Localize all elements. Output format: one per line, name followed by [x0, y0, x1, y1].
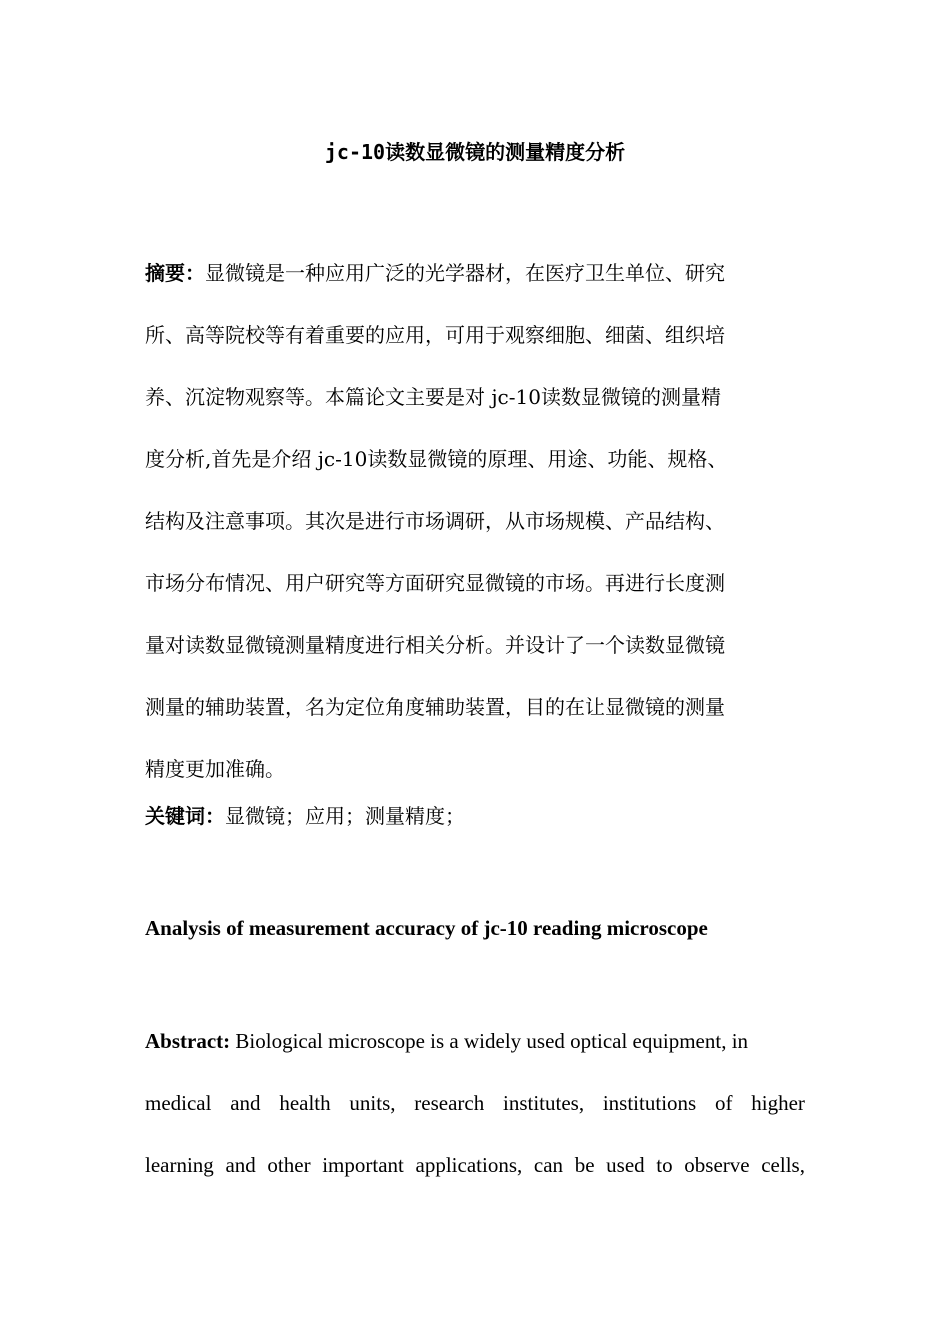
english-abstract-label: Abstract:	[145, 1029, 231, 1053]
chinese-abstract-text: 显微镜是一种应用广泛的光学器材，在医疗卫生单位、研究	[205, 261, 725, 285]
chinese-abstract-line: 所、高等院校等有着重要的应用，可用于观察细胞、细菌、组织培	[145, 323, 725, 347]
english-abstract-word: higher	[751, 1091, 805, 1115]
chinese-keywords-text: 显微镜；应用；测量精度；	[225, 804, 465, 828]
english-abstract-word: learning	[145, 1153, 214, 1177]
chinese-abstract-line: 精度更加准确。	[145, 757, 285, 781]
english-abstract-word: research	[414, 1091, 485, 1115]
chinese-title: jc-10读数显微镜的测量精度分析	[324, 140, 626, 164]
english-abstract-line	[145, 1010, 805, 1072]
chinese-abstract-line: 结构及注意事项。其次是进行市场调研，从市场规模、产品结构、	[145, 509, 725, 533]
english-abstract-word: be	[574, 1153, 595, 1177]
chinese-abstract-line	[145, 242, 825, 304]
chinese-abstract-line: 量对读数显微镜测量精度进行相关分析。并设计了一个读数显微镜	[145, 633, 725, 657]
english-abstract-word: can	[533, 1153, 564, 1177]
english-abstract-word: of	[714, 1091, 733, 1115]
english-abstract-word: and	[230, 1091, 261, 1115]
english-abstract-word: medical	[145, 1091, 212, 1115]
chinese-keywords-label: 关键词：	[145, 804, 225, 828]
chinese-abstract-line: 测量的辅助装置，名为定位角度辅助装置，目的在让显微镜的测量	[145, 695, 725, 719]
english-abstract-word: used	[606, 1153, 645, 1177]
english-abstract-word: institutes,	[502, 1091, 585, 1115]
english-abstract-line	[145, 1134, 805, 1196]
english-abstract	[145, 1010, 805, 1196]
chinese-abstract-line: 养、沉淀物观察等。本篇论文主要是对 jc-10读数显微镜的测量精	[145, 385, 721, 409]
english-title: Analysis of measurement accuracy of jc-10 reading microscope	[145, 916, 708, 940]
chinese-abstract-line: 市场分布情况、用户研究等方面研究显微镜的市场。再进行长度测	[145, 571, 725, 595]
english-abstract-word: other	[267, 1153, 311, 1177]
english-abstract-word: to	[656, 1153, 673, 1177]
english-abstract-word: important	[322, 1153, 404, 1177]
english-abstract-word: observe	[684, 1153, 750, 1177]
chinese-abstract-label: 摘要：	[145, 261, 205, 285]
english-abstract-line	[145, 1072, 805, 1134]
english-abstract-word: cells,	[761, 1153, 805, 1177]
english-abstract-word: health	[279, 1091, 331, 1115]
english-abstract-word: units,	[349, 1091, 396, 1115]
chinese-abstract	[145, 242, 825, 800]
english-abstract-text: Biological microscope is a widely used optical equipment, in	[230, 1029, 749, 1053]
english-abstract-word: institutions	[602, 1091, 697, 1115]
english-abstract-word: and	[225, 1153, 256, 1177]
english-abstract-word: applications,	[415, 1153, 523, 1177]
chinese-abstract-line: 度分析,首先是介绍 jc-10读数显微镜的原理、用途、功能、规格、	[145, 447, 728, 471]
chinese-keywords	[145, 800, 465, 832]
